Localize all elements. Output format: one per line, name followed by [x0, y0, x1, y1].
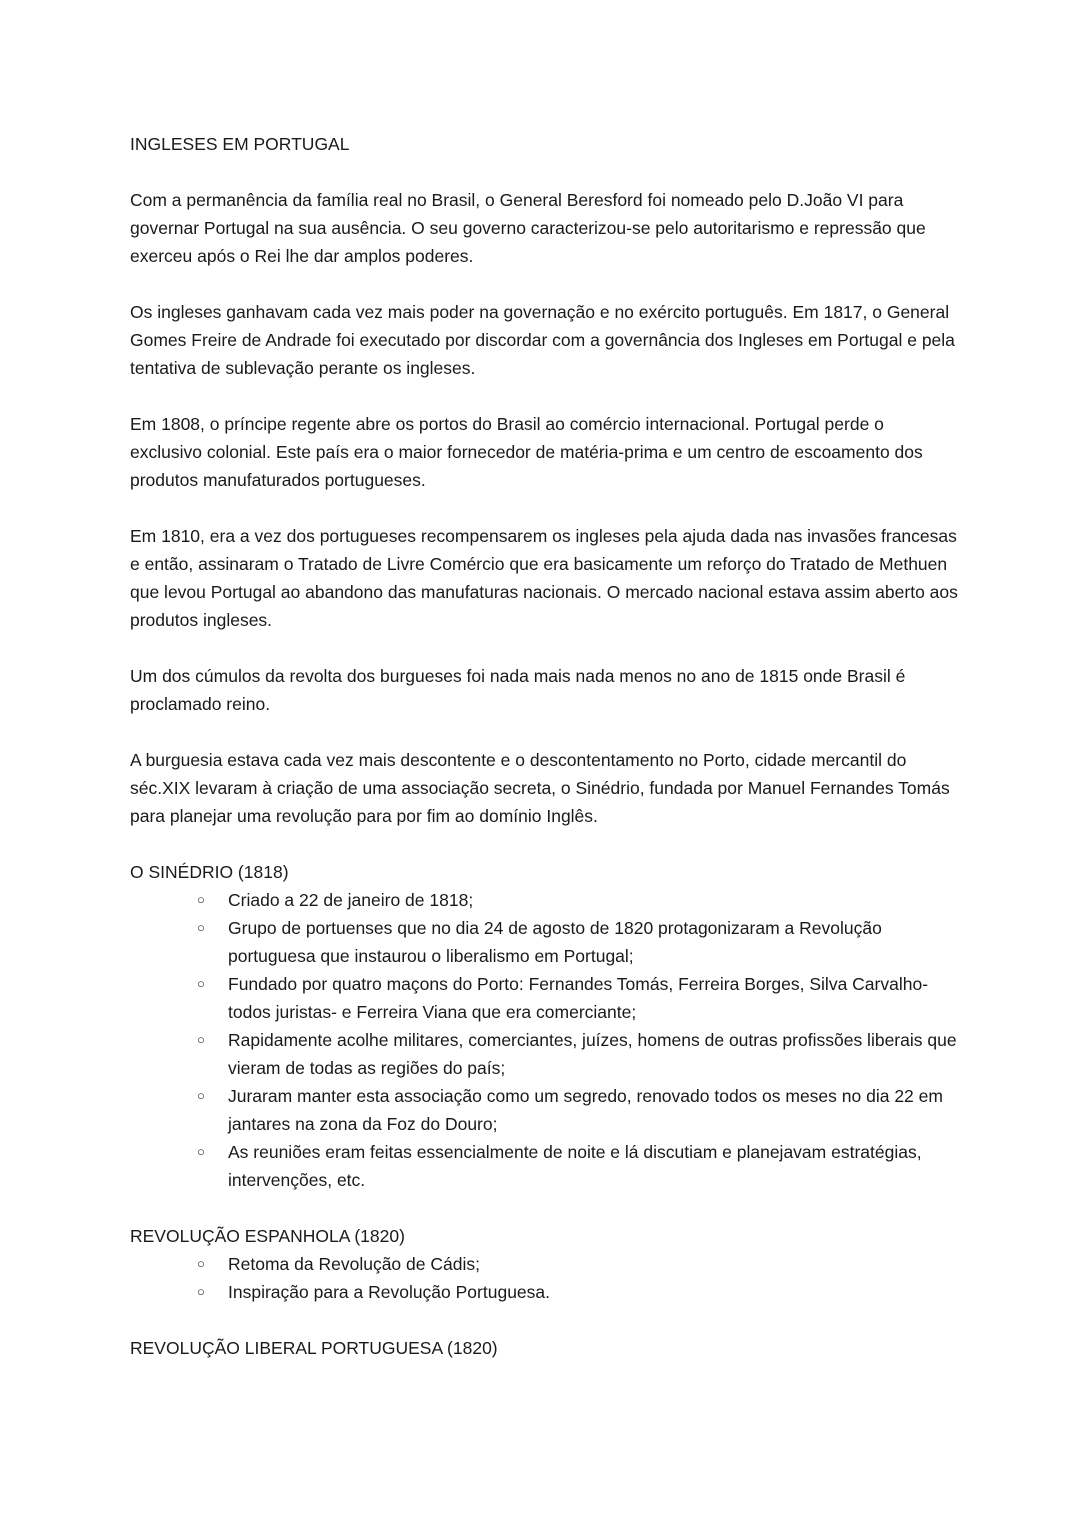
list-item-text: Inspiração para a Revolução Portuguesa.: [228, 1282, 551, 1302]
bullet-list: [130, 886, 960, 1194]
circle-bullet-icon: ○: [197, 1088, 205, 1103]
section-heading: REVOLUÇÃO ESPANHOLA (1820): [130, 1226, 405, 1246]
list-item: [197, 1082, 960, 1138]
circle-bullet-icon: ○: [197, 920, 205, 935]
paragraph: Com a permanência da família real no Brasil, o General Beresford foi nomeado pelo D.João VI para governar Portugal na sua ausência. O seu governo caracterizou-se pelo autoritarismo e repressão que exerceu após o Rei lhe dar amplos poderes.: [130, 190, 926, 266]
list-item-text: Rapidamente acolhe militares, comerciantes, juízes, homens de outras profissões liberais que vieram de todas as regiões do país;: [228, 1030, 957, 1078]
paragraph: A burguesia estava cada vez mais descontente e o descontentamento no Porto, cidade mercantil do séc.XIX levaram à criação de uma associação secreta, o Sinédrio, fundada por Manuel Fernandes Tomás para planejar uma revolução para por fim ao domínio Inglês.: [130, 750, 950, 826]
list-item-text: Grupo de portuenses que no dia 24 de agosto de 1820 protagonizaram a Revolução portuguesa que instaurou o liberalismo em Portugal;: [228, 918, 882, 966]
circle-bullet-icon: ○: [197, 892, 205, 907]
list-item: [197, 886, 960, 914]
section-revolucao-espanhola: [130, 1222, 960, 1306]
section-heading: O SINÉDRIO (1818): [130, 862, 289, 882]
list-item-text: Fundado por quatro maçons do Porto: Fernandes Tomás, Ferreira Borges, Silva Carvalho- todos juristas- e Ferreira Viana que era comerciante;: [228, 974, 929, 1022]
bullet-list: [130, 1250, 960, 1306]
list-item: [197, 1250, 960, 1278]
list-item: [197, 914, 960, 970]
paragraph: Os ingleses ganhavam cada vez mais poder na governação e no exército português. Em 1817, o General Gomes Freire de Andrade foi executado por discordar com a governância dos Ingleses em Portugal e pela tentativa de sublevação perante os ingleses.: [130, 302, 955, 378]
circle-bullet-icon: ○: [197, 1256, 205, 1271]
section-revolucao-liberal: [130, 1334, 960, 1362]
list-item: [197, 970, 960, 1026]
circle-bullet-icon: ○: [197, 1144, 205, 1159]
list-item-text: Juraram manter esta associação como um segredo, renovado todos os meses no dia 22 em jantares na zona da Foz do Douro;: [228, 1086, 943, 1134]
document-title: INGLESES EM PORTUGAL: [130, 134, 350, 154]
paragraph: Em 1808, o príncipe regente abre os portos do Brasil ao comércio internacional. Portugal perde o exclusivo colonial. Este país era o maior fornecedor de matéria-prima e um centro de escoamento dos produtos manufaturados portugueses.: [130, 414, 923, 490]
paragraph: Um dos cúmulos da revolta dos burgueses foi nada mais nada menos no ano de 1815 onde Brasil é proclamado reino.: [130, 666, 906, 714]
list-item: [197, 1138, 960, 1194]
list-item: [197, 1278, 960, 1306]
list-item-text: As reuniões eram feitas essencialmente de noite e lá discutiam e planejavam estratégias, intervenções, etc.: [228, 1142, 922, 1190]
document-page: [130, 130, 960, 1362]
circle-bullet-icon: ○: [197, 1284, 205, 1299]
section-sinedrio: [130, 858, 960, 1194]
circle-bullet-icon: ○: [197, 1032, 205, 1047]
list-item-text: Retoma da Revolução de Cádis;: [228, 1254, 480, 1274]
list-item-text: Criado a 22 de janeiro de 1818;: [228, 890, 474, 910]
section-heading: REVOLUÇÃO LIBERAL PORTUGUESA (1820): [130, 1338, 498, 1358]
paragraph: Em 1810, era a vez dos portugueses recompensarem os ingleses pela ajuda dada nas invasões francesas e então, assinaram o Tratado de Livre Comércio que era basicamente um reforço do Tratado de Methuen que levou Portugal ao abandono das manufaturas nacionais. O mercado nacional estava assim aberto aos produtos ingleses.: [130, 526, 958, 630]
circle-bullet-icon: ○: [197, 976, 205, 991]
list-item: [197, 1026, 960, 1082]
